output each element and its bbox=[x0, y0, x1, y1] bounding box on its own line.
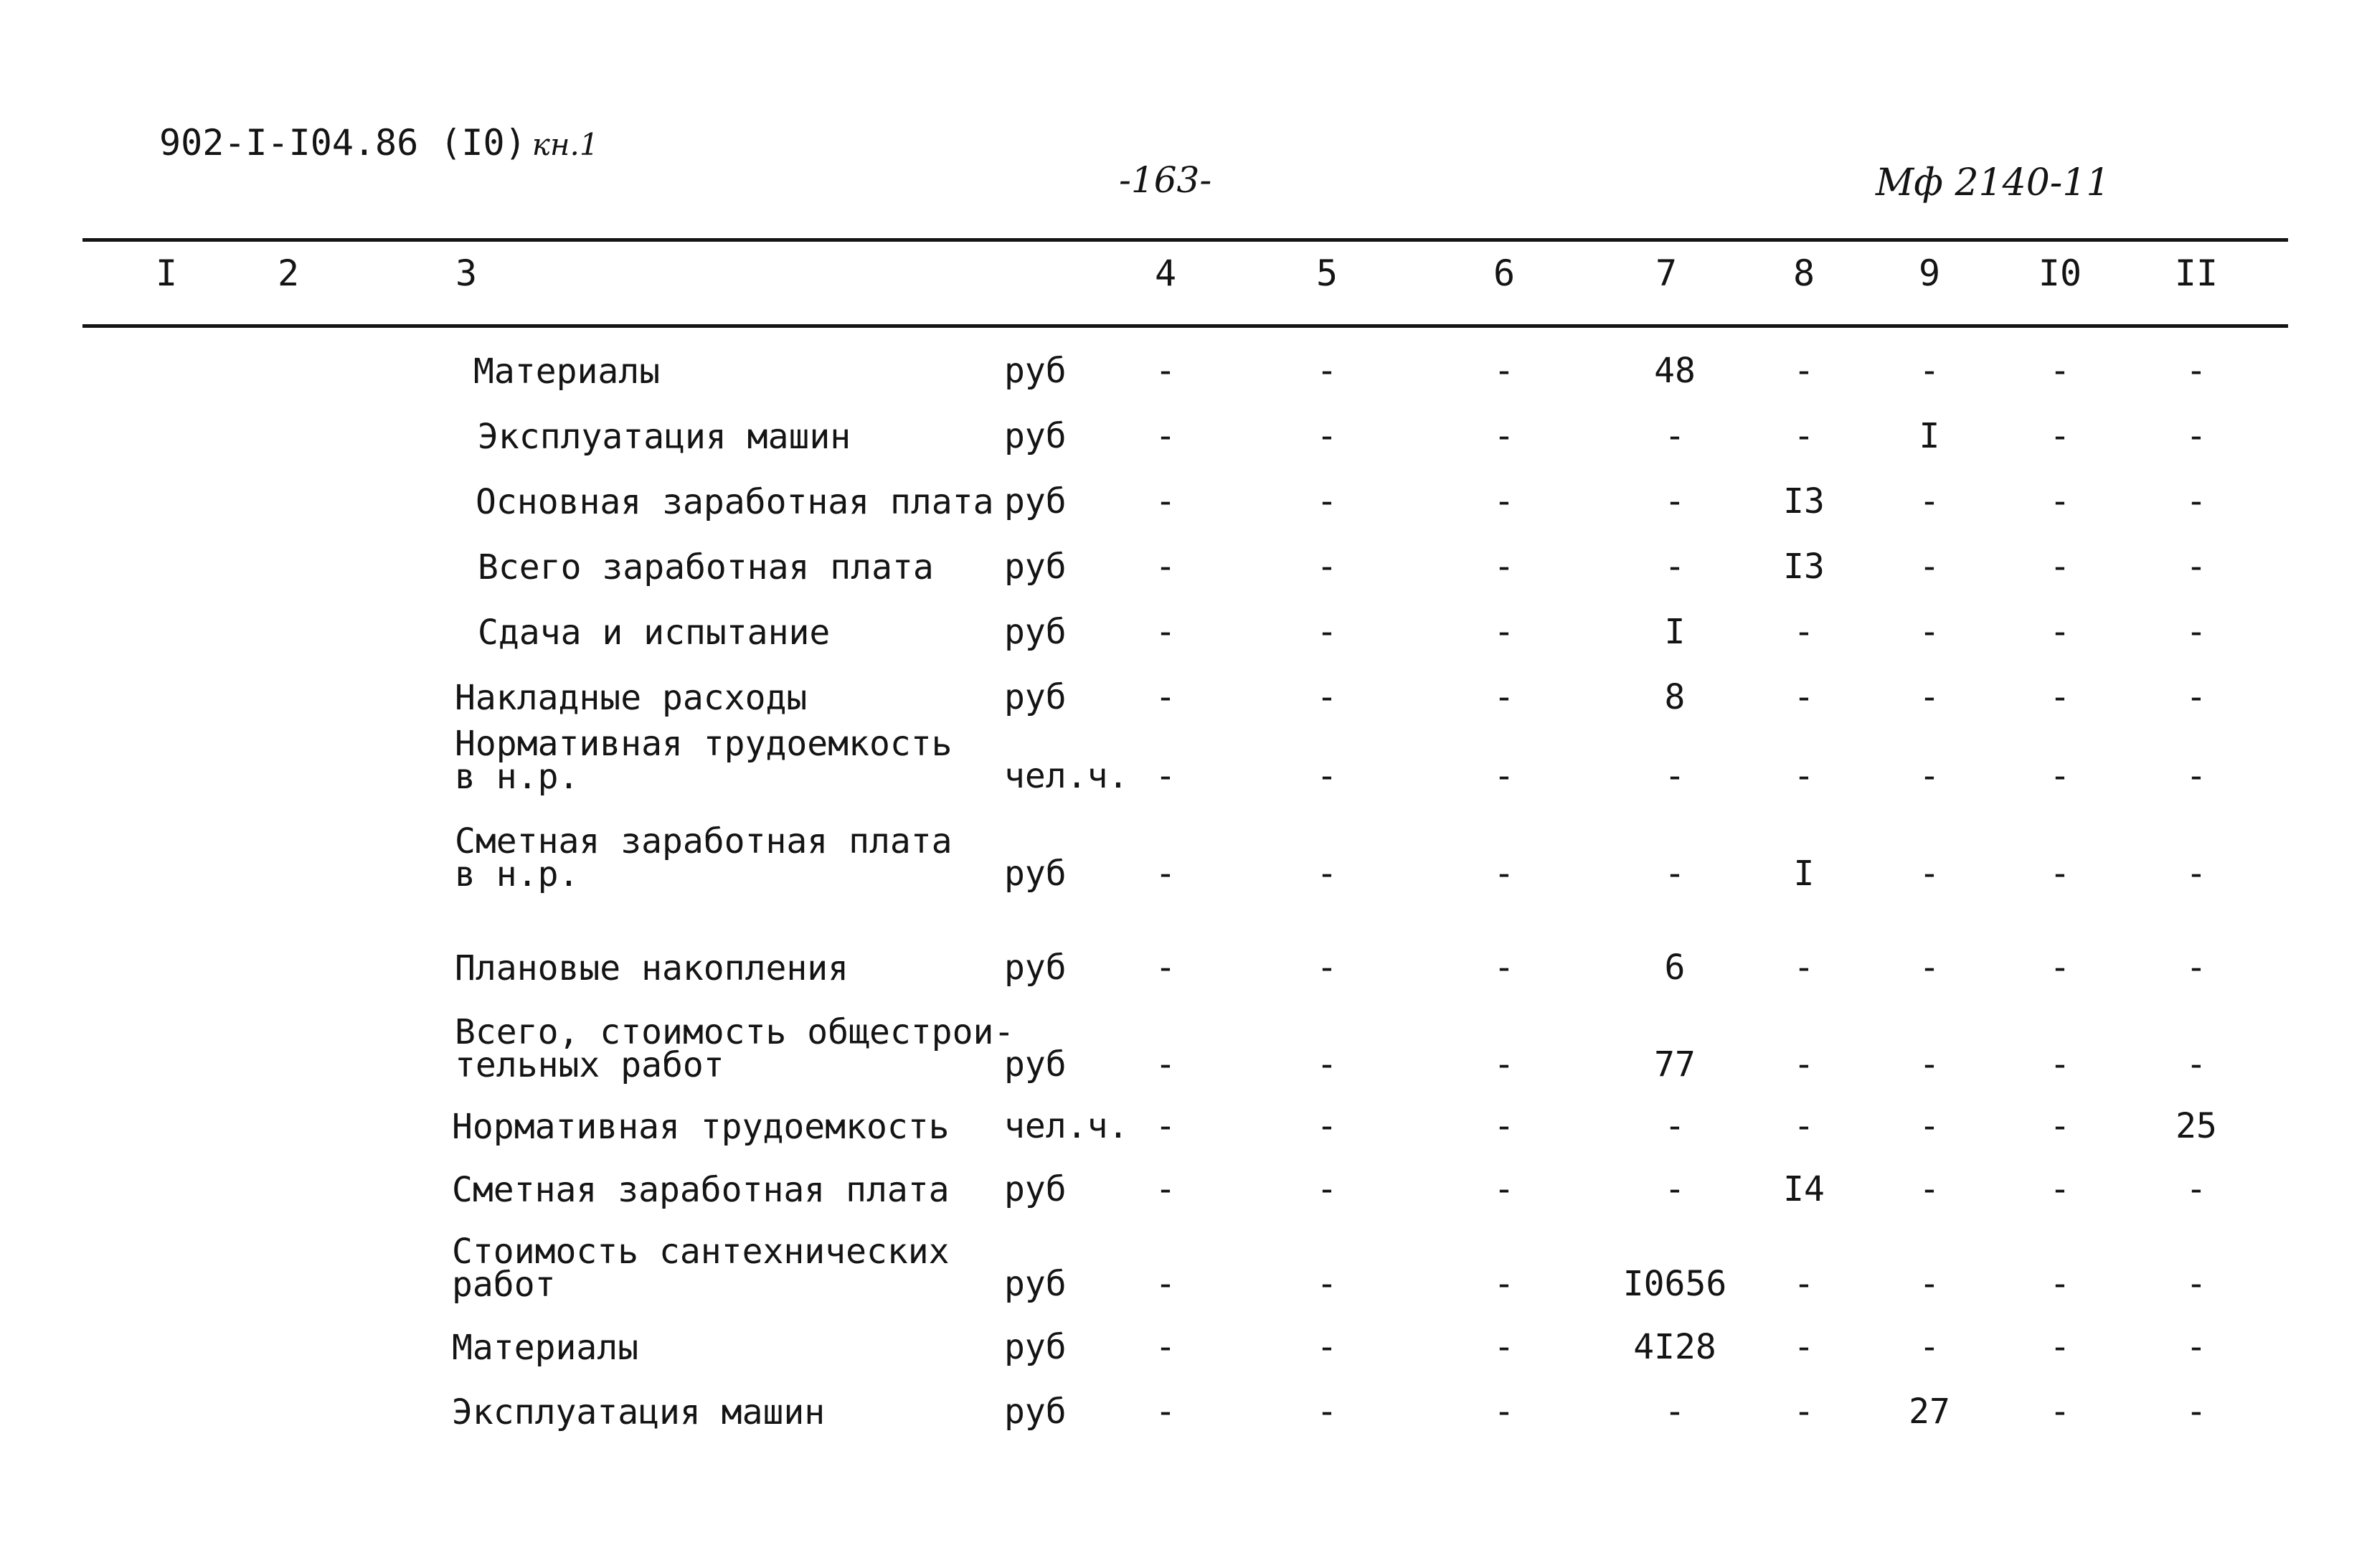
row-value-col-7: 4I28 bbox=[1633, 1327, 1716, 1367]
document-code bbox=[159, 122, 599, 164]
row-unit: руб bbox=[1004, 481, 1067, 521]
row-unit: руб bbox=[1004, 1264, 1067, 1304]
row-value-col-11: - bbox=[2186, 1392, 2207, 1432]
row-value-col-4: - bbox=[1155, 1264, 1176, 1304]
row-value-col-5: - bbox=[1316, 416, 1338, 456]
row-value-col-8: I3 bbox=[1783, 481, 1825, 521]
row-value-col-5: - bbox=[1316, 1327, 1338, 1367]
row-unit: руб bbox=[1004, 1392, 1067, 1432]
row-value-col-7: - bbox=[1664, 1106, 1686, 1146]
row-name bbox=[452, 1107, 950, 1147]
row-value-col-8: - bbox=[1793, 1044, 1815, 1085]
row-value-col-8: - bbox=[1793, 1327, 1815, 1367]
table-header-rule bbox=[82, 324, 2288, 328]
row-value-col-6: - bbox=[1493, 481, 1515, 521]
row-value-col-9: - bbox=[1919, 1327, 1940, 1367]
row-value-col-8: - bbox=[1793, 677, 1815, 717]
row-value-col-5: - bbox=[1316, 948, 1338, 988]
row-value-col-4: - bbox=[1155, 677, 1176, 717]
row-value-col-4: - bbox=[1155, 416, 1176, 456]
row-value-col-10: - bbox=[2049, 416, 2071, 456]
column-header-10: I0 bbox=[2038, 252, 2082, 294]
row-value-col-11: - bbox=[2186, 756, 2207, 796]
row-value-col-7: - bbox=[1664, 547, 1686, 587]
row-value-col-9: - bbox=[1919, 547, 1940, 587]
row-value-col-8: - bbox=[1793, 756, 1815, 796]
row-value-col-10: - bbox=[2049, 1044, 2071, 1085]
row-value-col-11: - bbox=[2186, 547, 2207, 587]
row-value-col-10: - bbox=[2049, 948, 2071, 988]
row-value-col-11: - bbox=[2186, 416, 2207, 456]
row-unit: руб bbox=[1004, 351, 1067, 391]
page-number: -163- bbox=[1119, 159, 1212, 201]
row-name bbox=[455, 678, 808, 718]
row-value-col-10: - bbox=[2049, 1392, 2071, 1432]
row-value-col-10: - bbox=[2049, 481, 2071, 521]
row-value-col-5: - bbox=[1316, 1044, 1338, 1085]
row-value-col-4: - bbox=[1155, 756, 1176, 796]
row-name-line: в н.р. bbox=[455, 757, 580, 797]
column-header-11: II bbox=[2174, 252, 2219, 294]
row-name-line: Материалы bbox=[473, 351, 661, 392]
row-value-col-7: - bbox=[1664, 1169, 1686, 1209]
row-value-col-6: - bbox=[1493, 677, 1515, 717]
row-value-col-11: - bbox=[2186, 481, 2207, 521]
row-value-col-10: - bbox=[2049, 854, 2071, 894]
row-value-col-4: - bbox=[1155, 351, 1176, 391]
row-value-col-9: - bbox=[1919, 481, 1940, 521]
column-header-1: I bbox=[155, 252, 178, 294]
row-value-col-8: - bbox=[1793, 416, 1815, 456]
row-value-col-11: - bbox=[2186, 854, 2207, 894]
row-value-col-6: - bbox=[1493, 1264, 1515, 1304]
row-value-col-6: - bbox=[1493, 547, 1515, 587]
row-value-col-4: - bbox=[1155, 481, 1176, 521]
row-value-col-5: - bbox=[1316, 351, 1338, 391]
row-value-col-10: - bbox=[2049, 1106, 2071, 1146]
row-name bbox=[478, 613, 831, 653]
row-value-col-8: - bbox=[1793, 1264, 1815, 1304]
row-name-line: в н.р. bbox=[455, 854, 580, 894]
row-name-line: Эксплуатация машин bbox=[478, 417, 851, 457]
row-unit: руб bbox=[1004, 1169, 1067, 1209]
row-value-col-8: - bbox=[1793, 612, 1815, 652]
row-value-col-4: - bbox=[1155, 854, 1176, 894]
row-value-col-8: I bbox=[1793, 854, 1815, 894]
row-name-line: Сдача и испытание bbox=[478, 613, 831, 653]
row-name-line: Основная заработная плата bbox=[476, 482, 994, 522]
row-name-line: Сметная заработная плата bbox=[455, 821, 953, 861]
row-name-line: Нормативная трудоемкость bbox=[452, 1107, 950, 1147]
row-name bbox=[473, 351, 661, 392]
row-value-col-6: - bbox=[1493, 612, 1515, 652]
row-value-col-11: - bbox=[2186, 1264, 2207, 1304]
row-name-line: Плановые накопления bbox=[455, 948, 849, 988]
row-name bbox=[455, 724, 953, 797]
row-value-col-5: - bbox=[1316, 1264, 1338, 1304]
row-name bbox=[476, 482, 994, 522]
row-name-line: Сметная заработная плата bbox=[452, 1170, 950, 1210]
row-value-col-6: - bbox=[1493, 416, 1515, 456]
row-value-col-5: - bbox=[1316, 1169, 1338, 1209]
row-value-col-11: - bbox=[2186, 948, 2207, 988]
row-value-col-10: - bbox=[2049, 547, 2071, 587]
row-value-col-6: - bbox=[1493, 948, 1515, 988]
row-unit: руб bbox=[1004, 677, 1067, 717]
column-header-6: 6 bbox=[1493, 252, 1516, 294]
row-value-col-10: - bbox=[2049, 756, 2071, 796]
column-header-3: 3 bbox=[455, 252, 478, 294]
row-value-col-10: - bbox=[2049, 1327, 2071, 1367]
row-value-col-9: - bbox=[1919, 948, 1940, 988]
row-value-col-10: - bbox=[2049, 351, 2071, 391]
row-value-col-9: - bbox=[1919, 1044, 1940, 1085]
document-code-text: 902-I-I04.86 (I0) bbox=[159, 122, 526, 164]
row-value-col-11: - bbox=[2186, 1169, 2207, 1209]
row-name-line: Всего заработная плата bbox=[478, 547, 934, 587]
row-value-col-7: 77 bbox=[1654, 1044, 1696, 1085]
row-value-col-4: - bbox=[1155, 1106, 1176, 1146]
row-value-col-9: - bbox=[1919, 1169, 1940, 1209]
row-value-col-9: - bbox=[1919, 756, 1940, 796]
row-unit: руб bbox=[1004, 854, 1067, 894]
row-value-col-4: - bbox=[1155, 547, 1176, 587]
row-unit: чел.ч. bbox=[1004, 1106, 1129, 1146]
row-value-col-9: 27 bbox=[1909, 1392, 1950, 1432]
row-value-col-5: - bbox=[1316, 1106, 1338, 1146]
row-value-col-9: - bbox=[1919, 612, 1940, 652]
row-name bbox=[455, 948, 849, 988]
row-name bbox=[452, 1328, 639, 1368]
row-value-col-8: I4 bbox=[1783, 1169, 1825, 1209]
row-value-col-11: - bbox=[2186, 612, 2207, 652]
row-unit: руб bbox=[1004, 612, 1067, 652]
row-name bbox=[478, 417, 851, 457]
row-unit: руб bbox=[1004, 416, 1067, 456]
row-value-col-11: - bbox=[2186, 1327, 2207, 1367]
column-header-2: 2 bbox=[277, 252, 300, 294]
row-name-line: Нормативная трудоемкость bbox=[455, 724, 953, 764]
row-value-col-8: - bbox=[1793, 1392, 1815, 1432]
row-value-col-9: - bbox=[1919, 854, 1940, 894]
row-value-col-11: - bbox=[2186, 677, 2207, 717]
row-value-col-9: - bbox=[1919, 351, 1940, 391]
row-value-col-4: - bbox=[1155, 1327, 1176, 1367]
row-unit: руб bbox=[1004, 1327, 1067, 1367]
row-value-col-11: - bbox=[2186, 1044, 2207, 1085]
row-value-col-7: 6 bbox=[1664, 948, 1686, 988]
column-header-8: 8 bbox=[1792, 252, 1815, 294]
row-unit: руб bbox=[1004, 948, 1067, 988]
column-header-7: 7 bbox=[1655, 252, 1678, 294]
row-name bbox=[455, 1012, 1015, 1085]
row-name-line: тельных работ bbox=[455, 1045, 724, 1085]
row-value-col-7: I bbox=[1664, 612, 1686, 652]
row-name-line: Накладные расходы bbox=[455, 678, 808, 718]
row-value-col-8: - bbox=[1793, 351, 1815, 391]
row-value-col-4: - bbox=[1155, 1169, 1176, 1209]
row-value-col-9: I bbox=[1919, 416, 1940, 456]
document-code-suffix: кн.1 bbox=[531, 127, 599, 162]
row-name-line: работ bbox=[452, 1265, 556, 1305]
row-value-col-7: - bbox=[1664, 1392, 1686, 1432]
row-value-col-5: - bbox=[1316, 481, 1338, 521]
row-value-col-7: 8 bbox=[1664, 677, 1686, 717]
table-top-rule bbox=[82, 238, 2288, 242]
row-value-col-6: - bbox=[1493, 1169, 1515, 1209]
row-name-line: Всего, стоимость общестрои- bbox=[455, 1012, 1015, 1052]
row-value-col-6: - bbox=[1493, 1392, 1515, 1432]
row-value-col-10: - bbox=[2049, 1169, 2071, 1209]
row-name-line: Материалы bbox=[452, 1328, 639, 1368]
row-value-col-8: - bbox=[1793, 948, 1815, 988]
row-name-line: Эксплуатация машин bbox=[452, 1392, 826, 1432]
row-value-col-5: - bbox=[1316, 756, 1338, 796]
row-value-col-10: - bbox=[2049, 677, 2071, 717]
row-unit: руб bbox=[1004, 1044, 1067, 1085]
row-value-col-6: - bbox=[1493, 756, 1515, 796]
row-value-col-7: - bbox=[1664, 854, 1686, 894]
row-value-col-6: - bbox=[1493, 1327, 1515, 1367]
row-value-col-10: - bbox=[2049, 612, 2071, 652]
row-value-col-5: - bbox=[1316, 547, 1338, 587]
row-value-col-7: - bbox=[1664, 416, 1686, 456]
row-value-col-10: - bbox=[2049, 1264, 2071, 1304]
row-value-col-7: - bbox=[1664, 481, 1686, 521]
column-header-4: 4 bbox=[1154, 252, 1177, 294]
row-value-col-8: - bbox=[1793, 1106, 1815, 1146]
row-value-col-6: - bbox=[1493, 351, 1515, 391]
column-header-5: 5 bbox=[1315, 252, 1338, 294]
row-value-col-4: - bbox=[1155, 948, 1176, 988]
row-name bbox=[455, 821, 953, 894]
row-value-col-5: - bbox=[1316, 1392, 1338, 1432]
row-value-col-9: - bbox=[1919, 1264, 1940, 1304]
row-value-col-11: - bbox=[2186, 351, 2207, 391]
column-header-9: 9 bbox=[1918, 252, 1941, 294]
row-value-col-11: 25 bbox=[2175, 1106, 2217, 1146]
row-value-col-4: - bbox=[1155, 1044, 1176, 1085]
row-value-col-7: 48 bbox=[1654, 351, 1696, 391]
row-name-line: Стоимость сантехнических bbox=[452, 1232, 950, 1272]
row-value-col-6: - bbox=[1493, 1044, 1515, 1085]
row-name bbox=[452, 1170, 950, 1210]
row-value-col-4: - bbox=[1155, 1392, 1176, 1432]
row-value-col-8: I3 bbox=[1783, 547, 1825, 587]
document-reference: Мф 2140-11 bbox=[1876, 161, 2110, 204]
row-name bbox=[452, 1232, 950, 1305]
row-name bbox=[478, 547, 934, 587]
row-value-col-5: - bbox=[1316, 854, 1338, 894]
row-value-col-7: - bbox=[1664, 756, 1686, 796]
row-value-col-7: I0656 bbox=[1622, 1264, 1727, 1304]
row-name bbox=[452, 1392, 826, 1432]
row-unit: руб bbox=[1004, 547, 1067, 587]
row-unit: чел.ч. bbox=[1004, 756, 1129, 796]
row-value-col-9: - bbox=[1919, 1106, 1940, 1146]
row-value-col-5: - bbox=[1316, 677, 1338, 717]
row-value-col-6: - bbox=[1493, 854, 1515, 894]
row-value-col-6: - bbox=[1493, 1106, 1515, 1146]
row-value-col-9: - bbox=[1919, 677, 1940, 717]
row-value-col-5: - bbox=[1316, 612, 1338, 652]
row-value-col-4: - bbox=[1155, 612, 1176, 652]
